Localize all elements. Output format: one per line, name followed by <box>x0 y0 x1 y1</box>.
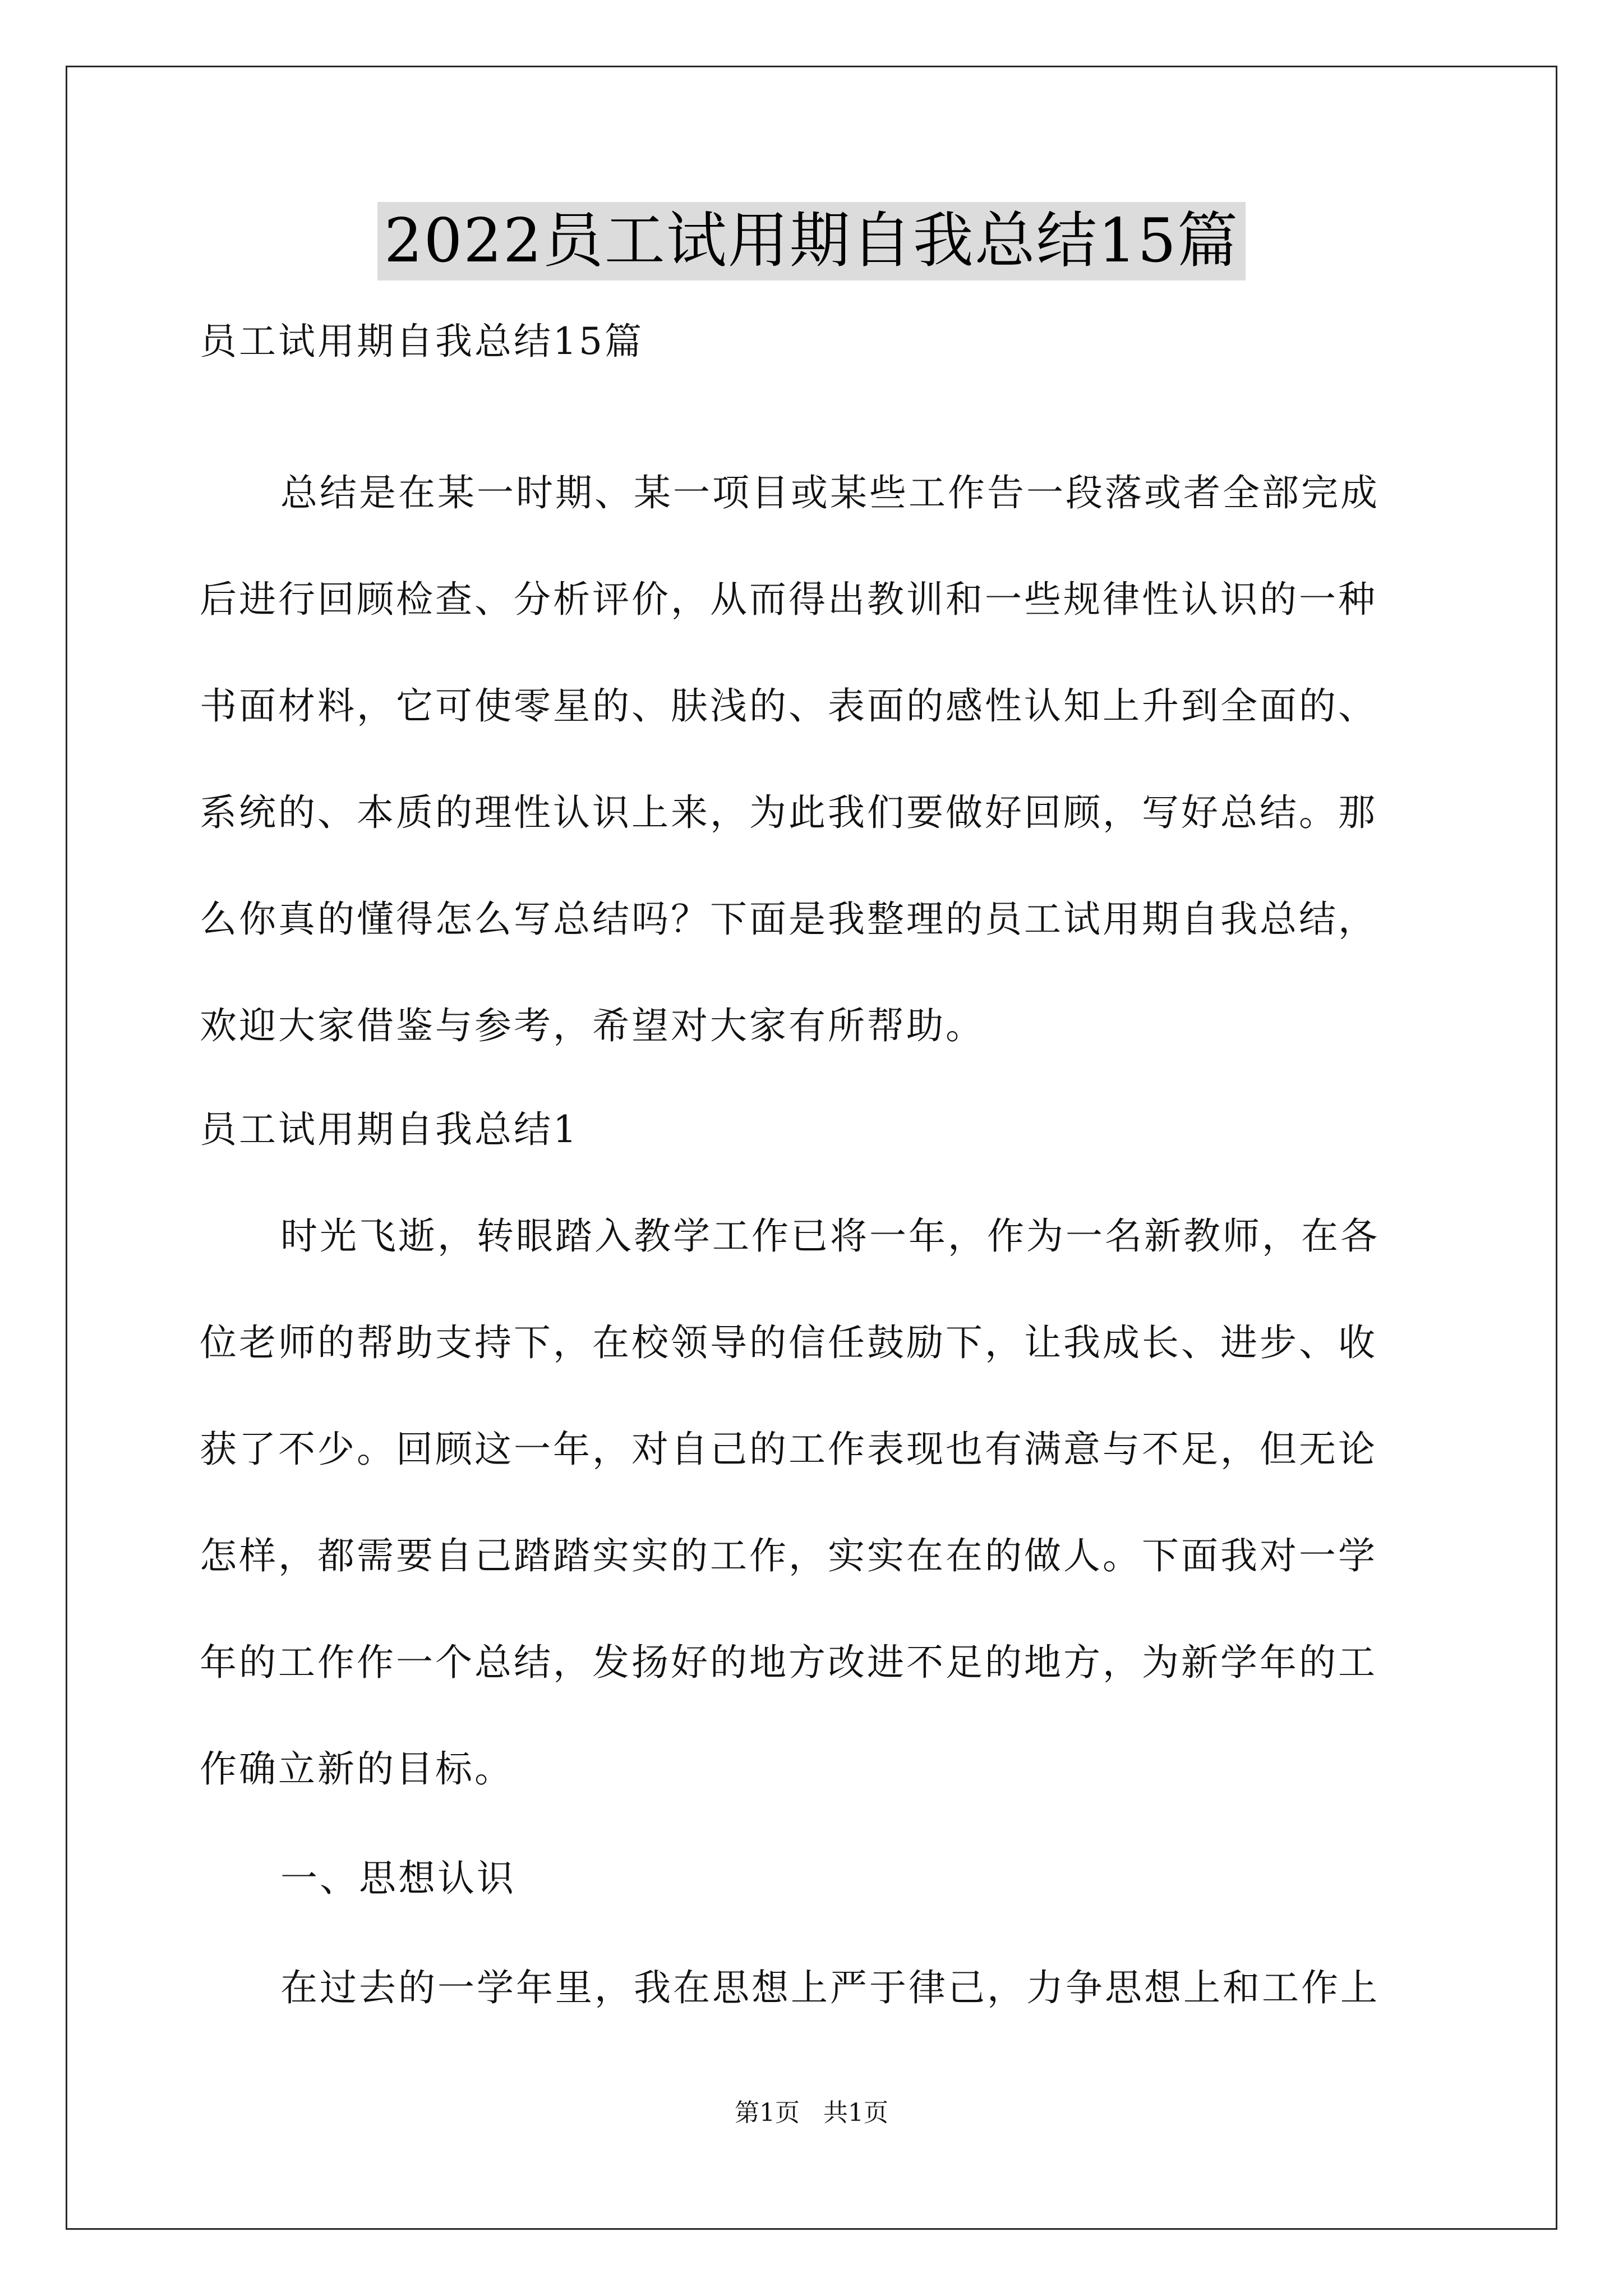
paragraph-line: 年的工作作一个总结，发扬好的地方改进不足的地方，为新学年的工 <box>200 1641 1377 1684</box>
title-container <box>0 202 1623 280</box>
paragraph-line: 么你真的懂得怎么写总结吗？下面是我整理的员工试用期自我总结， <box>200 898 1377 941</box>
paragraph-line: 后进行回顾检查、分析评价，从而得出教训和一些规律性认识的一种 <box>200 578 1377 621</box>
paragraph-line: 在过去的一学年里，我在思想上严于律己，力争思想上和工作上 <box>280 1966 1380 2009</box>
paragraph-line: 书面材料，它可使零星的、肤浅的、表面的感性认知上升到全面的、 <box>200 684 1377 728</box>
paragraph-line: 获了不少。回顾这一年，对自己的工作表现也有满意与不足，但无论 <box>200 1428 1377 1471</box>
subtitle-line: 员工试用期自我总结15篇 <box>200 320 644 363</box>
document-title: 2022员工试用期自我总结15篇 <box>377 202 1246 280</box>
paragraph-line: 怎样，都需要自己踏踏实实的工作，实实在在的做人。下面我对一学 <box>200 1534 1377 1577</box>
paragraph-line: 时光飞逝，转眼踏入教学工作已将一年，作为一名新教师，在各 <box>280 1214 1380 1258</box>
page-footer: 第1页 共1页 <box>735 2099 888 2127</box>
paragraph-line: 位老师的帮助支持下，在校领导的信任鼓励下，让我成长、进步、收 <box>200 1321 1377 1364</box>
subsection-heading: 一、思想认识 <box>280 1857 516 1900</box>
paragraph-line: 作确立新的目标。 <box>200 1747 514 1791</box>
section-heading: 员工试用期自我总结1 <box>200 1108 579 1151</box>
paragraph-line: 欢迎大家借鉴与参考，希望对大家有所帮助。 <box>200 1004 985 1047</box>
paragraph-line: 系统的、本质的理性认识上来，为此我们要做好回顾，写好总结。那 <box>200 791 1377 834</box>
paragraph-line: 总结是在某一时期、某一项目或某些工作告一段落或者全部完成 <box>280 471 1380 514</box>
